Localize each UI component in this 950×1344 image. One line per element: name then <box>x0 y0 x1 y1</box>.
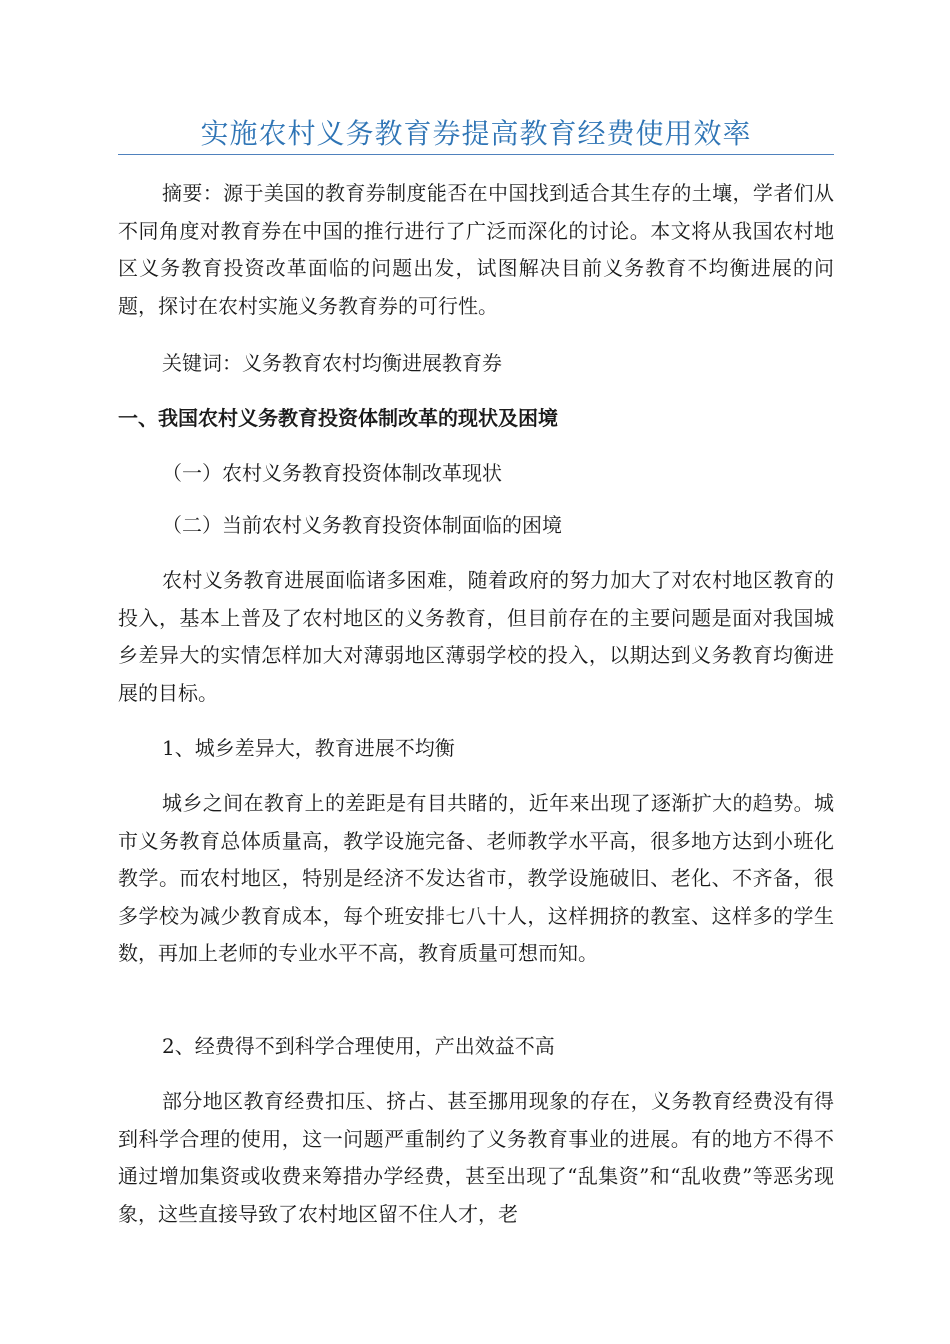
point-paragraph-1: 城乡之间在教育上的差距是有目共睹的，近年来出现了逐渐扩大的趋势。城市义务教育总体质量高，教学设施完备、老师教学水平高，很多地方达到小班化教学。而农村地区，特别是经济不发达省市，教学设施破旧、老化、不齐备，很多学校为减少教育成本，每个班安排七八十人，这样拥挤的教室、这样多的学生数，再加上老师的专业水平不高，教育质量可想而知。 <box>118 791 834 965</box>
abstract-paragraph: 摘要：源于美国的教育券制度能否在中国找到适合其生存的土壤，学者们从不同角度对教育券在中国的推行进行了广泛而深化的讨论。本文将从我国农村地区义务教育投资改革面临的问题出发，试图解决目前义务教育不均衡进展的问题，探讨在农村实施义务教育券的可行性。 <box>118 181 834 318</box>
point-heading-2: 2、经费得不到科学合理使用，产出效益不高 <box>162 1034 555 1058</box>
point-paragraph-2: 部分地区教育经费扣压、挤占、甚至挪用现象的存在，义务教育经费没有得到科学合理的使用，这一问题严重制约了义务教育事业的进展。有的地方不得不通过增加集资或收费来筹措办学经费，甚至出现了“乱集资”和“乱收费”等恶劣现象，这些直接导致了农村地区留不住人才，老 <box>118 1089 834 1226</box>
point-heading-1: 1、城乡差异大，教育进展不均衡 <box>162 736 455 760</box>
subsection-heading-1: （一）农村义务教育投资体制改革现状 <box>162 461 502 485</box>
document-title: 实施农村义务教育券提高教育经费使用效率 <box>200 117 752 150</box>
intro-paragraph: 农村义务教育进展面临诸多困难，随着政府的努力加大了对农村地区教育的投入，基本上普及了农村地区的义务教育，但目前存在的主要问题是面对我国城乡差异大的实情怎样加大对薄弱地区薄弱学校的投入，以期达到义务教育均衡进展的目标。 <box>118 568 834 705</box>
section-heading: 一、我国农村义务教育投资体制改革的现状及困境 <box>118 406 558 430</box>
subsection-heading-2: （二）当前农村义务教育投资体制面临的困境 <box>162 513 562 537</box>
keywords-line: 关键词：义务教育农村均衡进展教育券 <box>162 351 502 375</box>
title-underline <box>118 154 834 155</box>
